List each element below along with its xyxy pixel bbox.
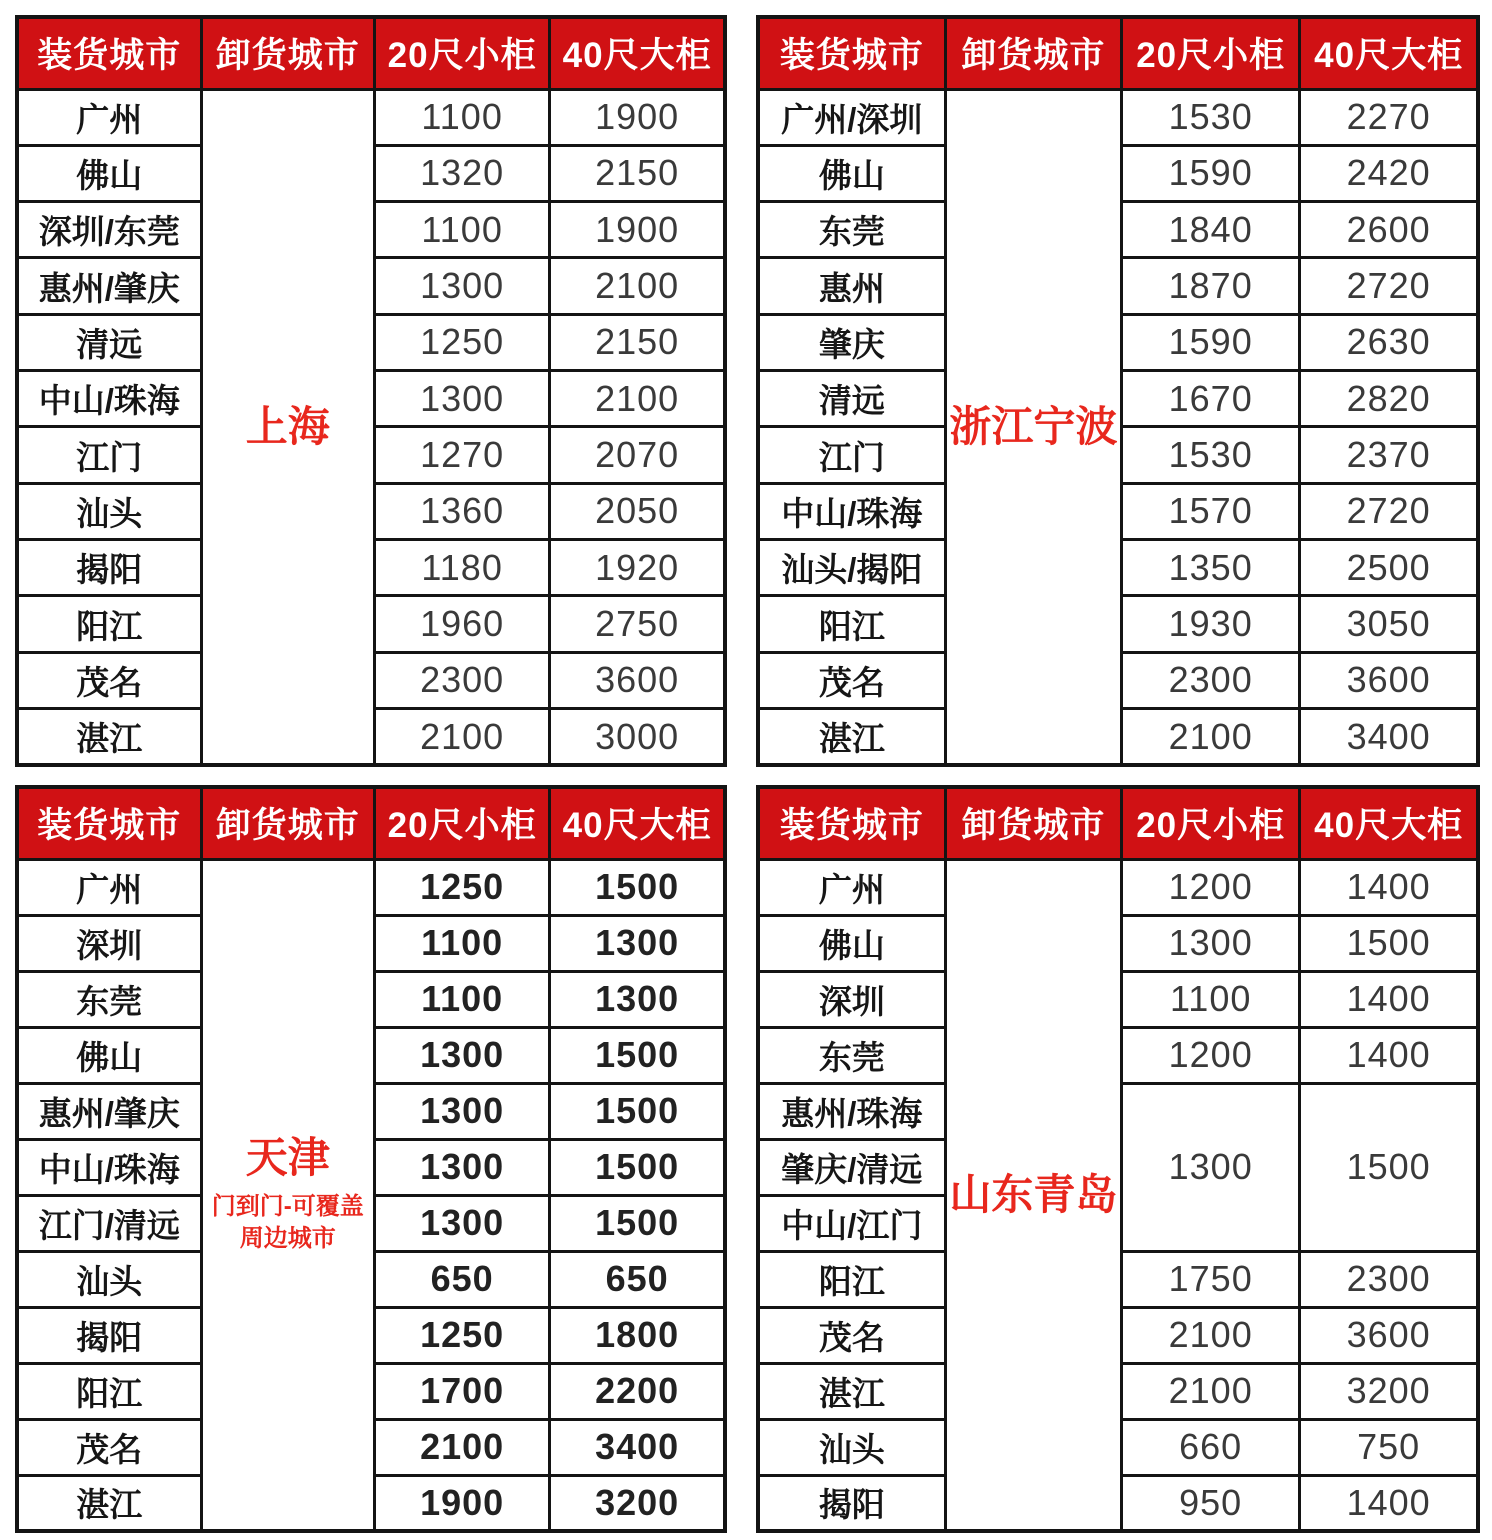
load-city-cell: 湛江 [758, 1363, 945, 1419]
load-city-cell: 中山/珠海 [758, 483, 945, 539]
price-20ft-cell: 1200 [1122, 859, 1300, 915]
destination-cell [201, 859, 374, 1531]
header-row [758, 787, 1478, 859]
price-40ft-cell: 1400 [1300, 1027, 1478, 1083]
destination-note-line: 周边城市 [239, 1224, 336, 1252]
price-40ft-cell: 2100 [550, 258, 725, 314]
price-20ft-cell: 650 [375, 1251, 550, 1307]
price-20ft-cell: 2300 [375, 652, 550, 708]
price-40ft-cell: 2420 [1300, 145, 1478, 201]
table-row [17, 89, 725, 145]
price-40ft-cell: 2150 [550, 314, 725, 370]
table-wrap-tianjin [15, 785, 727, 1533]
price-40ft-cell: 2370 [1300, 427, 1478, 483]
load-city-cell: 阳江 [758, 1251, 945, 1307]
price-20ft-cell: 1300 [375, 258, 550, 314]
destination-name: 浙江宁波 [949, 402, 1118, 450]
price-20ft-cell: 1200 [1122, 1027, 1300, 1083]
load-city-cell: 江门/清远 [17, 1195, 201, 1251]
price-40ft-cell: 3600 [1300, 1307, 1478, 1363]
price-20ft-cell: 1300 [375, 1083, 550, 1139]
load-city-cell: 揭阳 [17, 540, 201, 596]
price-20ft-cell: 2100 [1122, 1363, 1300, 1419]
price-40ft-cell: 750 [1300, 1419, 1478, 1475]
column-header-3: 40尺大柜 [550, 17, 725, 89]
price-40ft-cell: 3050 [1300, 596, 1478, 652]
price-20ft-cell: 1320 [375, 145, 550, 201]
price-20ft-cell: 660 [1122, 1419, 1300, 1475]
load-city-cell: 佛山 [758, 145, 945, 201]
price-20ft-cell: 1590 [1122, 145, 1300, 201]
header-row [17, 787, 725, 859]
load-city-cell: 广州/深圳 [758, 89, 945, 145]
price-20ft-cell: 1570 [1122, 483, 1300, 539]
price-40ft-cell: 1400 [1300, 971, 1478, 1027]
load-city-cell: 揭阳 [17, 1307, 201, 1363]
load-city-cell: 汕头 [17, 483, 201, 539]
price-20ft-cell: 2300 [1122, 652, 1300, 708]
price-40ft-cell: 1500 [550, 859, 725, 915]
load-city-cell: 深圳 [758, 971, 945, 1027]
column-header-0: 装货城市 [758, 787, 945, 859]
load-city-cell: 茂名 [17, 1419, 201, 1475]
price-40ft-cell: 1500 [550, 1139, 725, 1195]
price-20ft-cell: 1930 [1122, 596, 1300, 652]
price-40ft-cell: 1500 [1300, 915, 1478, 971]
load-city-cell: 东莞 [17, 971, 201, 1027]
price-20ft-cell: 1960 [375, 596, 550, 652]
load-city-cell: 茂名 [758, 652, 945, 708]
price-40ft-cell: 1500 [550, 1083, 725, 1139]
price-40ft-cell: 3200 [550, 1475, 725, 1531]
destination-cell [201, 89, 374, 765]
load-city-cell: 阳江 [17, 1363, 201, 1419]
price-40ft-cell: 2720 [1300, 258, 1478, 314]
load-city-cell: 清远 [17, 314, 201, 370]
price-40ft-cell: 1900 [550, 89, 725, 145]
price-20ft-cell: 2100 [1122, 709, 1300, 765]
load-city-cell: 阳江 [758, 596, 945, 652]
load-city-cell: 阳江 [17, 596, 201, 652]
price-20ft-cell: 1750 [1122, 1251, 1300, 1307]
destination-name: 山东青岛 [949, 1170, 1118, 1218]
price-20ft-cell: 1840 [1122, 202, 1300, 258]
destination-cell [945, 89, 1121, 765]
column-header-1: 卸货城市 [201, 787, 374, 859]
price-20ft-cell: 1100 [375, 915, 550, 971]
price-20ft-cell: 1270 [375, 427, 550, 483]
load-city-cell: 湛江 [758, 709, 945, 765]
price-40ft-cell: 1300 [550, 971, 725, 1027]
column-header-0: 装货城市 [17, 787, 201, 859]
price-40ft-cell: 3600 [550, 652, 725, 708]
column-header-3: 40尺大柜 [1300, 17, 1478, 89]
column-header-2: 20尺小柜 [375, 17, 550, 89]
load-city-cell: 肇庆 [758, 314, 945, 370]
column-header-2: 20尺小柜 [1122, 787, 1300, 859]
destination-name: 上海 [245, 402, 330, 450]
price-40ft-cell: 2300 [1300, 1251, 1478, 1307]
price-40ft-cell: 2500 [1300, 540, 1478, 596]
freight-table-qingdao [756, 785, 1480, 1533]
table-row [758, 859, 1478, 915]
price-20ft-cell: 1530 [1122, 427, 1300, 483]
price-40ft-cell: 3200 [1300, 1363, 1478, 1419]
column-header-3: 40尺大柜 [550, 787, 725, 859]
column-header-1: 卸货城市 [945, 17, 1121, 89]
price-20ft-cell: 1300 [375, 1139, 550, 1195]
price-20ft-cell: 1250 [375, 314, 550, 370]
price-40ft-cell: 2100 [550, 371, 725, 427]
price-40ft-cell: 2720 [1300, 483, 1478, 539]
price-40ft-cell: 2200 [550, 1363, 725, 1419]
load-city-cell: 惠州 [758, 258, 945, 314]
load-city-cell: 深圳 [17, 915, 201, 971]
price-20ft-cell: 1670 [1122, 371, 1300, 427]
column-header-0: 装货城市 [758, 17, 945, 89]
price-40ft-cell: 1800 [550, 1307, 725, 1363]
price-40ft-cell: 1920 [550, 540, 725, 596]
load-city-cell: 东莞 [758, 202, 945, 258]
price-40ft-cell: 2050 [550, 483, 725, 539]
freight-table-tianjin [15, 785, 727, 1533]
load-city-cell: 茂名 [758, 1307, 945, 1363]
price-40ft-cell: 2630 [1300, 314, 1478, 370]
column-header-0: 装货城市 [17, 17, 201, 89]
load-city-cell: 汕头 [17, 1251, 201, 1307]
price-20ft-cell: 1180 [375, 540, 550, 596]
price-20ft-cell: 1250 [375, 859, 550, 915]
price-40ft-cell: 1300 [550, 915, 725, 971]
load-city-cell: 东莞 [758, 1027, 945, 1083]
price-20ft-cell: 2100 [375, 1419, 550, 1475]
load-city-cell: 广州 [17, 859, 201, 915]
price-20ft-cell: 1250 [375, 1307, 550, 1363]
load-city-cell: 广州 [758, 859, 945, 915]
price-20ft-cell: 1100 [375, 89, 550, 145]
price-20ft-cell: 1300 [375, 1027, 550, 1083]
column-header-2: 20尺小柜 [375, 787, 550, 859]
table-row [17, 859, 725, 915]
price-20ft-cell: 1350 [1122, 540, 1300, 596]
load-city-cell: 湛江 [17, 709, 201, 765]
load-city-cell: 中山/珠海 [17, 371, 201, 427]
column-header-1: 卸货城市 [945, 787, 1121, 859]
price-20ft-cell: 1530 [1122, 89, 1300, 145]
load-city-cell: 揭阳 [758, 1475, 945, 1531]
destination-note [203, 1191, 373, 1256]
load-city-cell: 肇庆/清远 [758, 1139, 945, 1195]
destination-note-line: 门到门-可覆盖 [211, 1192, 364, 1220]
load-city-cell: 惠州/珠海 [758, 1083, 945, 1139]
price-40ft-cell: 2750 [550, 596, 725, 652]
price-20ft-cell: 1360 [375, 483, 550, 539]
price-40ft-cell: 1500 [1300, 1083, 1478, 1251]
price-20ft-cell: 1300 [1122, 1083, 1300, 1251]
price-40ft-cell: 3400 [550, 1419, 725, 1475]
price-40ft-cell: 650 [550, 1251, 725, 1307]
load-city-cell: 惠州/肇庆 [17, 1083, 201, 1139]
column-header-3: 40尺大柜 [1300, 787, 1478, 859]
load-city-cell: 茂名 [17, 652, 201, 708]
price-40ft-cell: 1400 [1300, 1475, 1478, 1531]
price-20ft-cell: 1700 [375, 1363, 550, 1419]
price-40ft-cell: 2820 [1300, 371, 1478, 427]
price-40ft-cell: 3600 [1300, 652, 1478, 708]
header-row [758, 17, 1478, 89]
load-city-cell: 江门 [758, 427, 945, 483]
price-20ft-cell: 1590 [1122, 314, 1300, 370]
price-40ft-cell: 2070 [550, 427, 725, 483]
load-city-cell: 佛山 [17, 1027, 201, 1083]
price-20ft-cell: 1100 [1122, 971, 1300, 1027]
header-row [17, 17, 725, 89]
price-40ft-cell: 3000 [550, 709, 725, 765]
price-40ft-cell: 2600 [1300, 202, 1478, 258]
load-city-cell: 惠州/肇庆 [17, 258, 201, 314]
load-city-cell: 佛山 [17, 145, 201, 201]
price-20ft-cell: 1870 [1122, 258, 1300, 314]
load-city-cell: 清远 [758, 371, 945, 427]
price-20ft-cell: 2100 [1122, 1307, 1300, 1363]
price-20ft-cell: 1100 [375, 202, 550, 258]
price-40ft-cell: 1500 [550, 1195, 725, 1251]
price-20ft-cell: 2100 [375, 709, 550, 765]
price-40ft-cell: 2270 [1300, 89, 1478, 145]
price-20ft-cell: 1900 [375, 1475, 550, 1531]
load-city-cell: 江门 [17, 427, 201, 483]
price-20ft-cell: 1300 [375, 371, 550, 427]
price-40ft-cell: 1400 [1300, 859, 1478, 915]
table-wrap-shanghai [15, 15, 727, 767]
load-city-cell: 汕头 [758, 1419, 945, 1475]
price-20ft-cell: 1100 [375, 971, 550, 1027]
table-wrap-ningbo [756, 15, 1480, 767]
price-20ft-cell: 1300 [375, 1195, 550, 1251]
load-city-cell: 湛江 [17, 1475, 201, 1531]
column-header-1: 卸货城市 [201, 17, 374, 89]
destination-name: 天津 [245, 1134, 330, 1182]
freight-table-ningbo [756, 15, 1480, 767]
price-40ft-cell: 1900 [550, 202, 725, 258]
load-city-cell: 佛山 [758, 915, 945, 971]
load-city-cell: 中山/江门 [758, 1195, 945, 1251]
price-40ft-cell: 2150 [550, 145, 725, 201]
price-20ft-cell: 1300 [1122, 915, 1300, 971]
column-header-2: 20尺小柜 [1122, 17, 1300, 89]
price-40ft-cell: 1500 [550, 1027, 725, 1083]
price-40ft-cell: 3400 [1300, 709, 1478, 765]
load-city-cell: 深圳/东莞 [17, 202, 201, 258]
load-city-cell: 汕头/揭阳 [758, 540, 945, 596]
freight-table-shanghai [15, 15, 727, 767]
load-city-cell: 广州 [17, 89, 201, 145]
load-city-cell: 中山/珠海 [17, 1139, 201, 1195]
table-row [758, 89, 1478, 145]
destination-cell [945, 859, 1121, 1531]
price-20ft-cell: 950 [1122, 1475, 1300, 1531]
table-wrap-qingdao [756, 785, 1480, 1533]
